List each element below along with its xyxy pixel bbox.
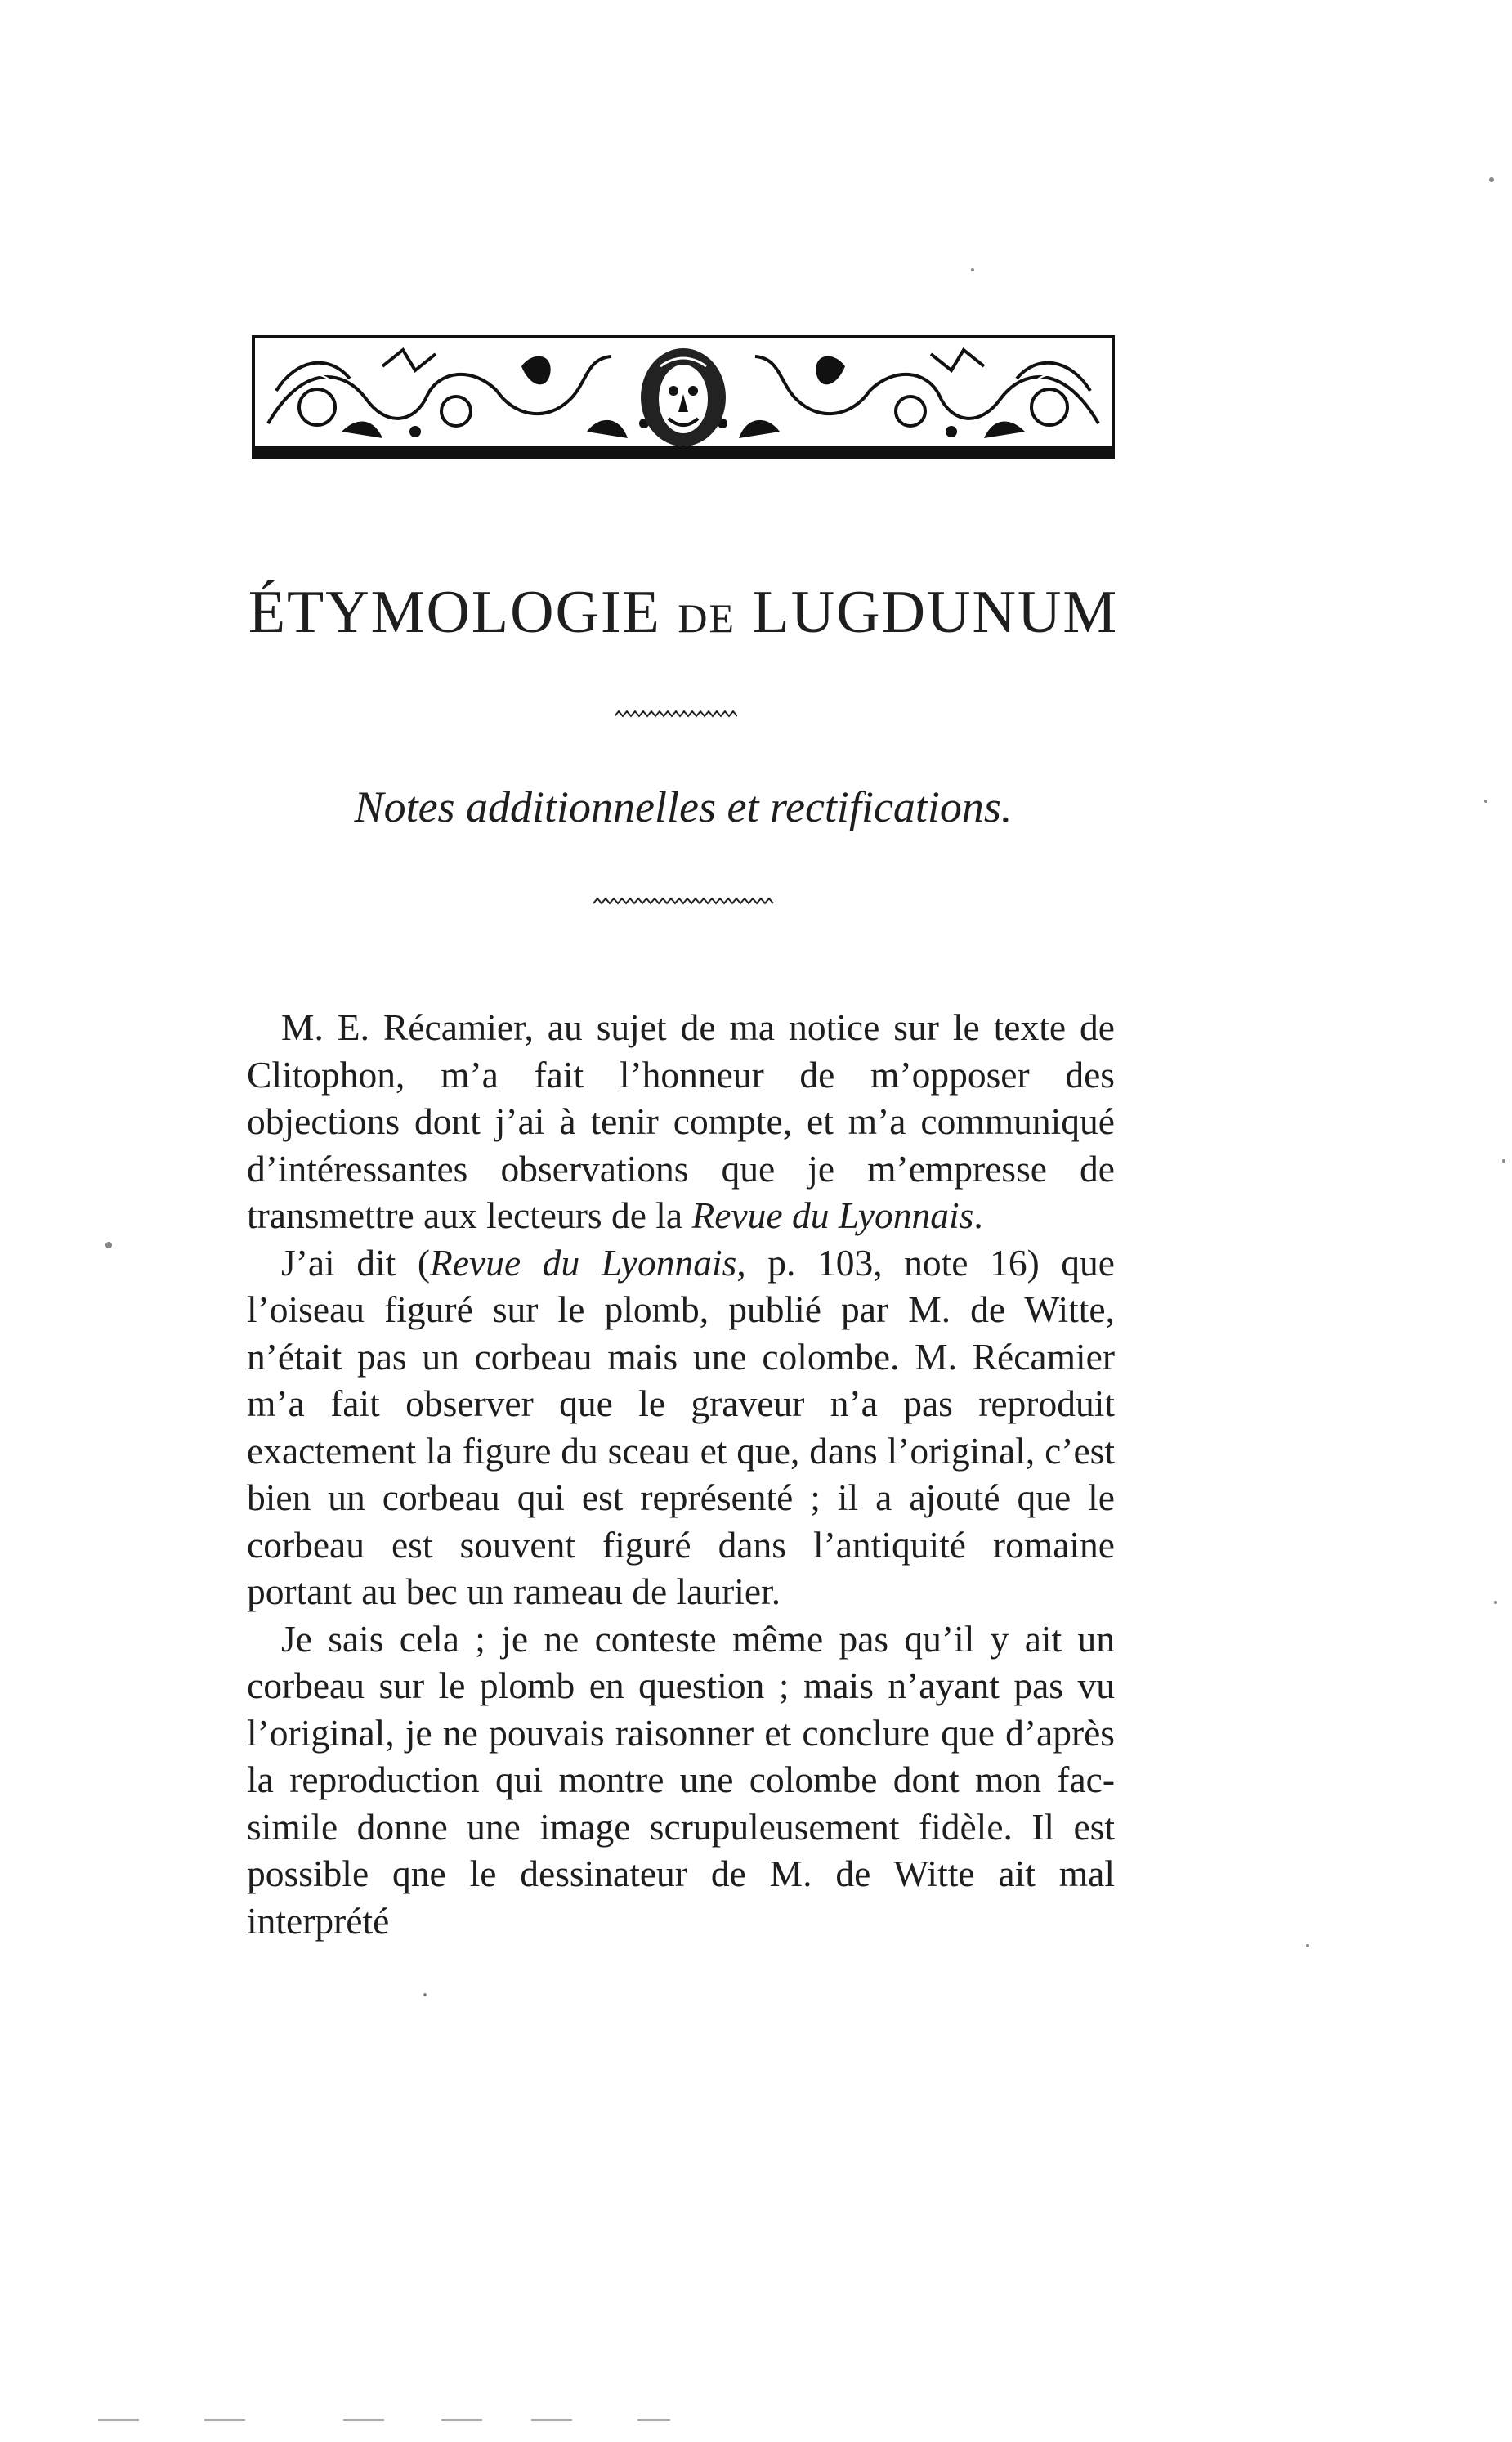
body-text xyxy=(247,1004,1115,1944)
paragraph-2-journal-title: Revue du Lyonnais xyxy=(430,1241,737,1284)
title-part-de: DE xyxy=(678,595,736,641)
subtitle: Notes additionnelles et rectifications. xyxy=(354,782,1013,831)
wavy-rule-bottom xyxy=(593,895,775,907)
paragraph-2-text: , p. 103, note 16) que l’oiseau figuré sur le plomb, publié par M. de Witte, n’était pas un corbeau mais une colombe. M. Récamier m’a fait observer que le graveur n’a pas reproduit exactement la figure du sceau et que, dans l’original, c’est bien un corbeau qui est représenté ; il a ajouté que le corbeau est souvent figuré dans l’antiquité romaine portant au bec un rameau de laurier. xyxy=(247,1241,1115,1612)
title-part-etymologie: ÉTYMOLOGIE xyxy=(248,579,661,646)
paragraph-2 xyxy=(247,1239,1115,1615)
paragraph-3 xyxy=(247,1615,1115,1945)
paragraph-2-pre: J’ai dit ( xyxy=(281,1241,431,1284)
paragraph-1-journal-title: Revue du Lyonnais xyxy=(691,1194,974,1236)
paragraph-1-text: M. E. Récamier, au sujet de ma notice sur le texte de Clitophon, m’a fait l’honneur de m’opposer des objections dont j’ai à tenir compte, et m’a communiqué d’intéressantes observations que je m’empresse de transmettre aux lecteurs de la xyxy=(247,1006,1115,1236)
ornamental-headpiece xyxy=(252,334,1115,460)
title-part-lugdunum: LUGDUNUM xyxy=(752,579,1119,646)
page-title xyxy=(245,579,1121,646)
wavy-rule-top xyxy=(615,708,737,719)
paragraph-3-text: Je sais cela ; je ne conteste même pas qu’il y ait un corbeau sur le plomb en question ; mais n’ayant pas vu l’original, je ne pouvais raisonner et conclure que d’après la reproduction qui montre une colombe dont mon fac-simile donne une image scrupuleusement fidèle. Il est possible qne le dessinateur de M. de Witte ait mal interprété xyxy=(247,1617,1115,1942)
paragraph-1-end: . xyxy=(973,1194,983,1236)
paragraph-1 xyxy=(247,1004,1115,1239)
